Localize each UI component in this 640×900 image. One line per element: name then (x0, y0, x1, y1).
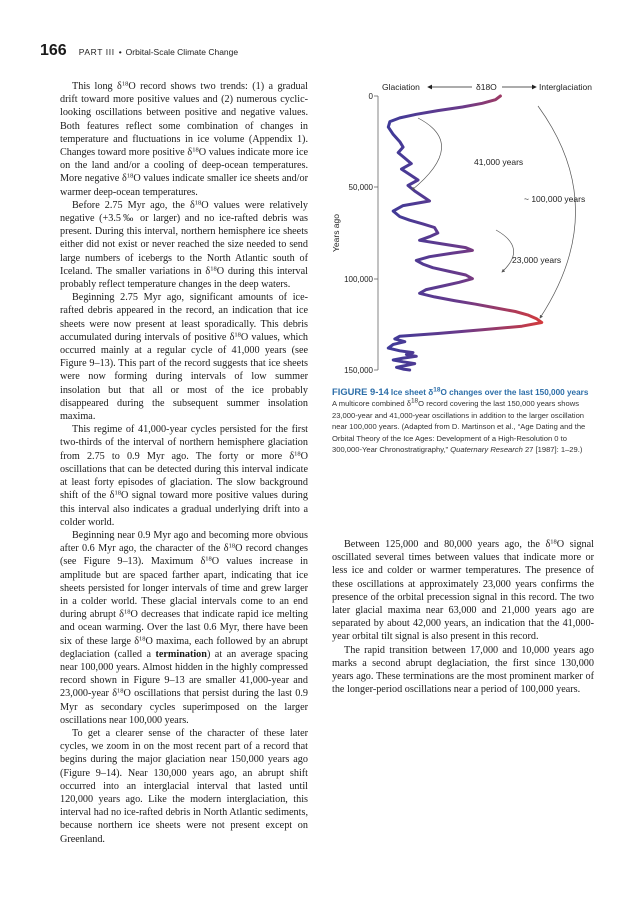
y-tick-label-100000: 100,000 (344, 275, 373, 284)
part-label: PART III (78, 47, 115, 57)
paragraph-2: Before 2.75 Myr ago, the $\delta^{18}O$ values were relatively negative (+3.5‰ or larger) and no ice-rafted debris was present. During this interval, northern hemisphere ice sheets either did not exist or never reached the size needed to send large numbers of icebergs to the North Atlantic south of Iceland. The smaller variations in $\delta^{18}O$ during this interval probably reflect temperature changes in the deep waters. (60, 199, 308, 291)
paragraph-1: This long $\delta^{18}O$ record shows two trends: (1) a gradual drift toward more positive values and (2) numerous cyclic-looking oscillations between positive and negative values. Both features reflect some combination of changes in temperature and fluctuations in ice volume (Appendix 1). Changes toward more positive $\delta^{18}O$ values indicate more ice on the land and/or a cooling of deep-ocean temperatures. More negative $\delta^{18}O$ values indicate smaller ice sheets and/or warmer deep-ocean temperatures. (60, 80, 308, 198)
paragraph-4: This regime of 41,000-year cycles persisted for the first two-thirds of the interval of northern hemisphere glaciation from 2.75 to 0.9 Myr ago. The forty or more $\delta^{18}O$ oscillations that can be detected during this interval indicate at least forty episodes of glaciation. The slow background shift of the $\delta^{18}O$ signal toward more positive values during this interval also indicates a gradual underlying drift into a colder world. (60, 424, 308, 528)
delta18o-chart (330, 78, 610, 378)
annotation-23000: 23,000 years (512, 255, 562, 265)
header-separator: • (118, 47, 122, 57)
bracket-100000 (538, 106, 576, 318)
chapter-title: Orbital-Scale Climate Change (125, 47, 239, 57)
bracket-23000 (496, 230, 514, 272)
label-delta18o: δ18O (476, 82, 497, 92)
annotation-41000: 41,000 years (474, 157, 524, 167)
y-tick-label-0: 0 (368, 92, 373, 101)
term-termination: termination (155, 648, 207, 660)
paragraph-6-start: To get a clearer sense of the character of these later cycles, we zoom in on the most recent part of a record that begins during the major glaciation near 150,000 years ago (Figure 9–14). Near 130,000 years ago, an abrupt shift occurred into an interglacial interval that lasted until 120,000 years ago. Like the modern interglaciation, this interval had no ice-rafted debris in North Atlantic sediments, because northern ice sheets were not present except on Greenland. (60, 727, 308, 845)
y-tick-label-50000: 50,000 (348, 183, 373, 192)
paragraph-5: Beginning near 0.9 Myr ago and becoming more obvious after 0.6 Myr ago, the character of the $\delta^{18}O$ record changes (see Figure 9–13). Maximum $\delta^{18}O$ values increase in amplitude but are spaced farther apart, indicating that ice sheets persisted for longer intervals of time and grew larger in a colder world. These glacial intervals come to an end during abrupt $\delta^{18}O$ decreases that indicate rapid ice melting and ocean warming. Over the last 0.6 Myr, there have been six of these large $\delta^{18}O$ maxima, each followed by an abrupt deglaciation (called a termination) at an average spacing near 100,000 years. Almost hidden in the highly compressed record shown in Figure 9–13 are smaller 41,000-year and 23,000-year $\delta^{18}O$ oscillations that persist during the last 0.9 Myr as secondary cycles superimposed on the larger oscillations near 100,000 years. (60, 529, 308, 726)
figure-caption (332, 386, 594, 455)
paragraph-3: Beginning 2.75 Myr ago, significant amounts of ice-rafted debris appeared in the record, an indication that ice sheets were now present at least sporadically. This debris accumulated during intervals of positive $\delta^{18}O$ values, which occurred mainly at a regular cycle of 41,000 years (see Figure 9–13). This part of the record suggests that ice sheets were now forming during intervals of low summer insolation but that all or most of the ice probably disappeared during the subsequent summer insolation maxima. (60, 292, 308, 423)
label-interglaciation: Interglaciation (539, 82, 592, 92)
y-axis-label: Years ago (331, 214, 341, 252)
figure-label: FIGURE 9-14 (332, 386, 389, 397)
delta18o-series-line (388, 96, 541, 370)
figure-title: Ice sheet $\delta^{18}O$ changes over the last 150,000 years (390, 386, 589, 397)
y-tick-label-150000: 150,000 (344, 366, 373, 375)
figure-caption-text: A multicore combined $\delta^{18}O$ record covering the last 150,000 years shows 23,000-year and 41,000-year oscillations in addition to the larger oscillation near 100,000 years. (Adapted from D. Martinson et al., “Age Dating and the Orbital Theory of the Ice Ages: Development of a High-Resolution 0 to 300,000-Year Chronostratigraphy,” Quaternary Research 27 [1987]: 1–29.) (332, 397, 586, 455)
paragraph-8: The rapid transition between 17,000 and 10,000 years ago marks a second abrupt deglaciation, the first since 130,000 years ago. These terminations are the most prominent marker of the longer-period oscillations near a period of 100,000 years. (332, 644, 594, 696)
label-glaciation: Glaciation (382, 82, 420, 92)
page-number: 166 (40, 42, 67, 59)
left-column (60, 80, 308, 846)
page-header (40, 42, 238, 62)
paragraph-7: Between 125,000 and 80,000 years ago, the $\delta^{18}O$ signal oscillated several times between values that indicate more or less ice and colder or warmer temperatures. The presence of these oscillations at approximately 23,000 years confirms the presence of the orbital precession signal in this record. The two later glacial maxima near 63,000 and 21,000 years ago are separated by about 42,000 years, an indication that the 41,000-year orbital tilt signal is also present in this record. (332, 538, 594, 643)
annotation-100000: ~ 100,000 years (524, 194, 586, 204)
right-column (332, 538, 594, 696)
